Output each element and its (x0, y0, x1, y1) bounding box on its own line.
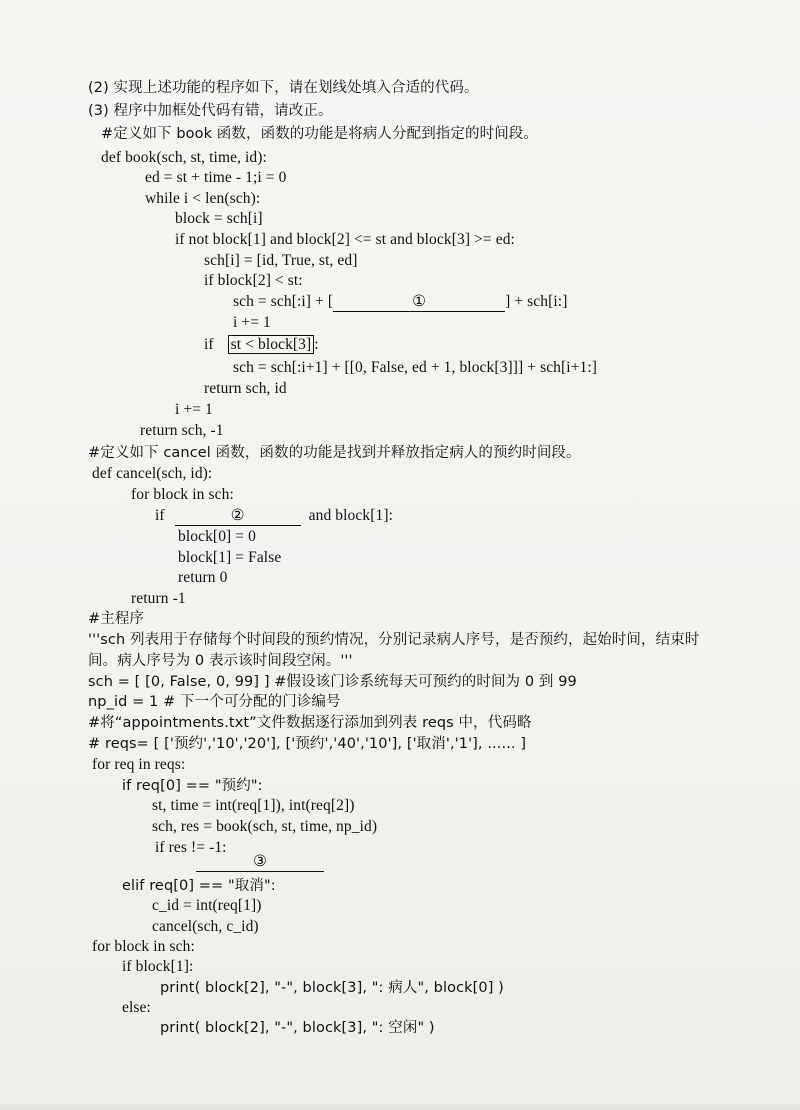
code-line: i += 1 (233, 314, 271, 331)
code-line: def book(sch, st, time, id): (101, 149, 267, 166)
page-bottom-edge (0, 1102, 800, 1110)
code-fragment: if (155, 507, 165, 524)
main-comment: #主程序 (88, 611, 145, 627)
answer-blank-3 (196, 853, 324, 872)
code-fragment: ] + sch[i:] (505, 293, 568, 310)
code-line: c_id = int(req[1]) (152, 897, 262, 914)
code-line: st, time = int(req[1]), int(req[2]) (152, 797, 355, 814)
code-line: return -1 (131, 590, 186, 607)
code-line: elif req[0] == "取消": (122, 878, 276, 894)
code-line: if req[0] == "预约": (122, 778, 263, 794)
code-line-blank-2 (155, 506, 393, 526)
code-line: block[0] = 0 (178, 528, 256, 545)
code-line: block = sch[i] (175, 210, 263, 227)
code-line: block[1] = False (178, 549, 282, 566)
code-line-blank-1 (233, 292, 567, 312)
answer-blank-1 (333, 293, 505, 312)
code-fragment: : (314, 336, 319, 353)
blank-number: ② (230, 507, 245, 524)
code-line: sch = sch[:i+1] + [[0, False, ed + 1, block[3]]] + sch[i+1:] (233, 359, 598, 376)
code-line: if block[2] < st: (204, 272, 303, 289)
docstring-line-1: '''sch 列表用于存储每个时间段的预约情况，分别记录病人序号，是否预约，起始时间，结束时 (88, 632, 700, 648)
answer-blank-2 (175, 507, 301, 526)
code-line: if block[1]: (122, 958, 194, 975)
code-line: print( block[2], "-", block[3], ": 病人", block[0] ) (160, 980, 504, 996)
reqs-comment: # reqs= [ ['预约','10','20'], ['预约','40','10'], ['取消','1'], ...... ] (88, 736, 527, 752)
code-fragment: and block[1]: (308, 507, 394, 524)
code-line: return sch, id (204, 380, 287, 397)
code-line: cancel(sch, c_id) (152, 918, 259, 935)
code-line: i += 1 (175, 401, 213, 418)
boxed-code: st < block[3] (230, 336, 312, 353)
code-line: while i < len(sch): (145, 190, 261, 207)
code-line: return sch, -1 (140, 422, 224, 439)
question-3-text: (3) 程序中加框处代码有错，请改正。 (88, 103, 333, 119)
code-line: sch, res = book(sch, st, time, np_id) (152, 818, 378, 835)
code-line: for req in reqs: (92, 756, 186, 773)
code-line: return 0 (178, 569, 228, 586)
code-line: for block in sch: (131, 486, 234, 503)
code-line: else: (122, 999, 151, 1016)
code-line: sch[i] = [id, True, st, ed] (204, 252, 358, 269)
code-line: sch = [ [0, False, 0, 99] ] #假设该门诊系统每天可预约的时间为 0 到 99 (88, 674, 577, 690)
question-2-text: (2) 实现上述功能的程序如下，请在划线处填入合适的代码。 (88, 80, 479, 96)
code-line: print( block[2], "-", block[3], ": 空闲" ) (160, 1020, 435, 1036)
file-comment: #将“appointments.txt”文件数据逐行添加到列表 reqs 中，代码略 (88, 715, 532, 731)
book-comment: #定义如下 book 函数，函数的功能是将病人分配到指定的时间段。 (101, 126, 539, 142)
cancel-comment: #定义如下 cancel 函数，函数的功能是找到并释放指定病人的预约时间段。 (88, 445, 581, 461)
docstring-line-2: 间。病人序号为 0 表示该时间段空闲。''' (88, 653, 353, 669)
code-fragment: sch = sch[:i] + [ (233, 293, 334, 310)
code-line-boxed (204, 335, 319, 355)
error-box (228, 335, 315, 354)
code-fragment: if (204, 336, 214, 353)
code-line: np_id = 1 # 下一个可分配的门诊编号 (88, 694, 341, 710)
blank-number: ① (412, 293, 427, 310)
code-line: for block in sch: (92, 938, 195, 955)
blank-number: ③ (253, 853, 267, 870)
code-line: if res != -1: (155, 839, 227, 856)
code-line: ed = st + time - 1;i = 0 (145, 169, 287, 186)
code-line: def cancel(sch, id): (92, 465, 213, 482)
code-line-blank-3 (196, 852, 324, 872)
code-line: if not block[1] and block[2] <= st and block[3] >= ed: (175, 231, 515, 248)
